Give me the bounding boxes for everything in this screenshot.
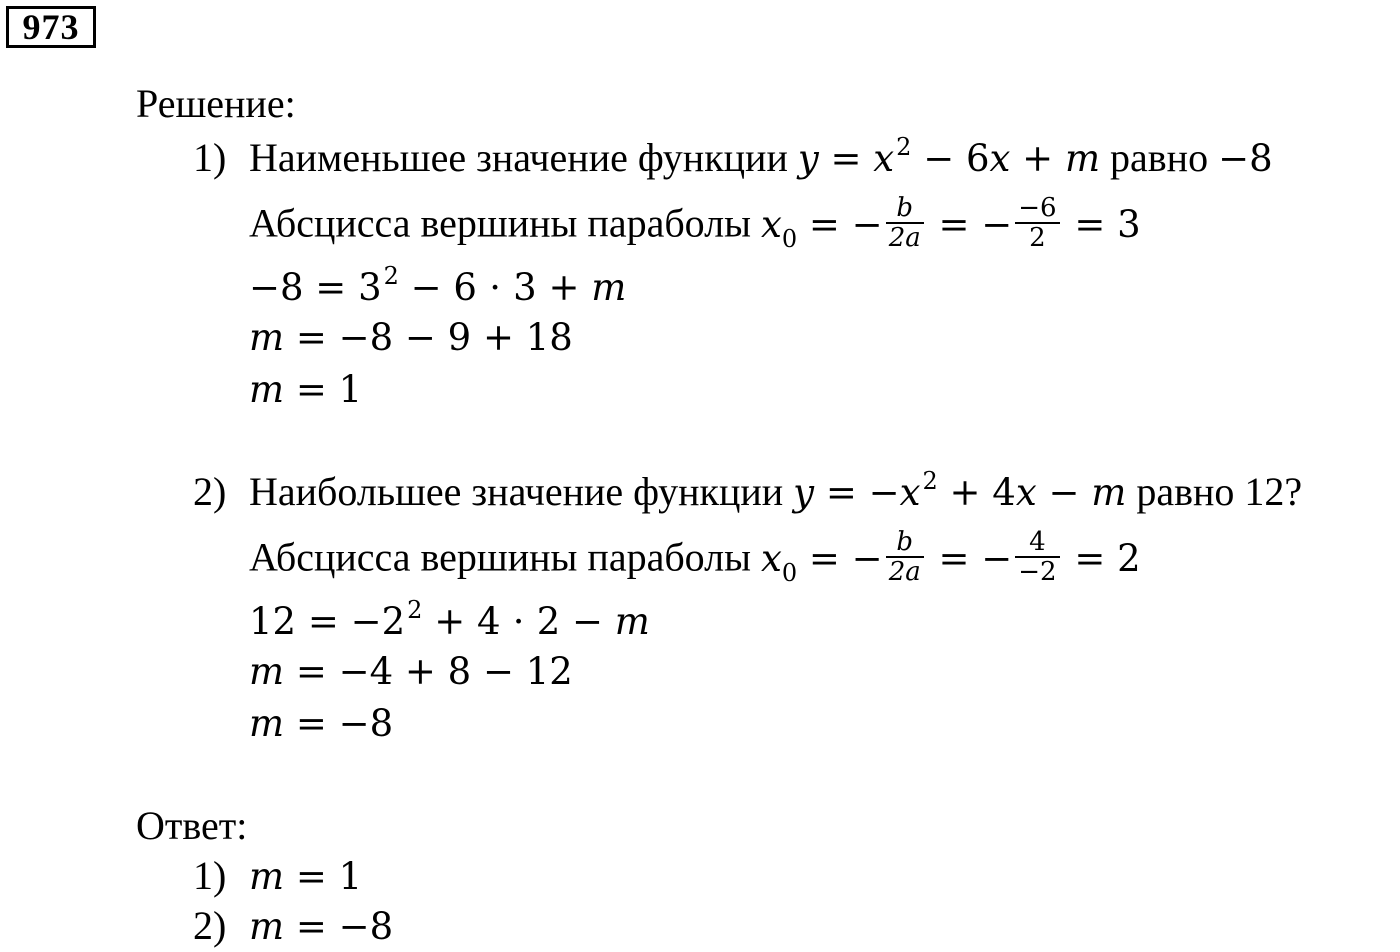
part1-fraction-b-2a: $\frac{b}{2a}$ [886, 194, 924, 252]
answer-item: 1) m = 1 [193, 853, 363, 898]
part2-statement-text: Наибольшее значение функции [249, 469, 784, 514]
part2-tail-text: равно 12? [1136, 469, 1303, 514]
part1-function: $y = x^2 - 6x + m$ [797, 133, 1101, 180]
answer-item: 2) m = −8 [193, 903, 394, 948]
part1-step3: m = 1 [249, 368, 363, 411]
part2-fraction-value: $\frac{4}{-2}$ [1015, 528, 1059, 586]
part1-vertex [249, 193, 1141, 256]
part1-tail-value: −8 [1218, 137, 1273, 180]
part2-step1: $12 = -2^2 + 4 \cdot 2 - m$ [249, 596, 650, 643]
problem-number-badge [6, 6, 96, 48]
part2-function: $y = -x^2 + 4x - m$ [793, 467, 1127, 514]
part2-number: 2) [193, 469, 227, 514]
part1-number: 1) [193, 135, 227, 180]
problem-number: 973 [22, 7, 80, 47]
part1-step1: $-8 = 3^2 - 6 \cdot 3 + m$ [249, 262, 627, 309]
part1-fraction-value: $\frac{-6}{2}$ [1015, 194, 1059, 252]
part1-step2: m = −8 − 9 + 18 [249, 316, 573, 359]
answer-heading: Ответ: [136, 803, 248, 848]
part2-fraction-b-2a: $\frac{b}{2a}$ [886, 528, 924, 586]
part1-statement [193, 133, 1273, 185]
part2-statement [193, 467, 1303, 519]
part1-vertex-formula: $x_0$ = − $\frac{b}{2a}$ = − $\frac{-6}{2}$ = 3 [761, 193, 1141, 253]
part1-vertex-text: Абсцисса вершины параболы [249, 200, 751, 246]
part2-vertex [249, 527, 1141, 590]
part2-step2: m = −4 + 8 − 12 [249, 650, 573, 693]
part2-vertex-text: Абсцисса вершины параболы [249, 534, 751, 580]
part2-vertex-formula: $x_0$ = − $\frac{b}{2a}$ = − $\frac{4}{-2}$ = 2 [761, 527, 1141, 587]
part2-step3: m = −8 [249, 702, 394, 745]
part1-tail-text: равно [1110, 135, 1209, 180]
solution-heading: Решение: [136, 81, 296, 126]
part1-statement-text: Наименьшее значение функции [249, 135, 788, 180]
